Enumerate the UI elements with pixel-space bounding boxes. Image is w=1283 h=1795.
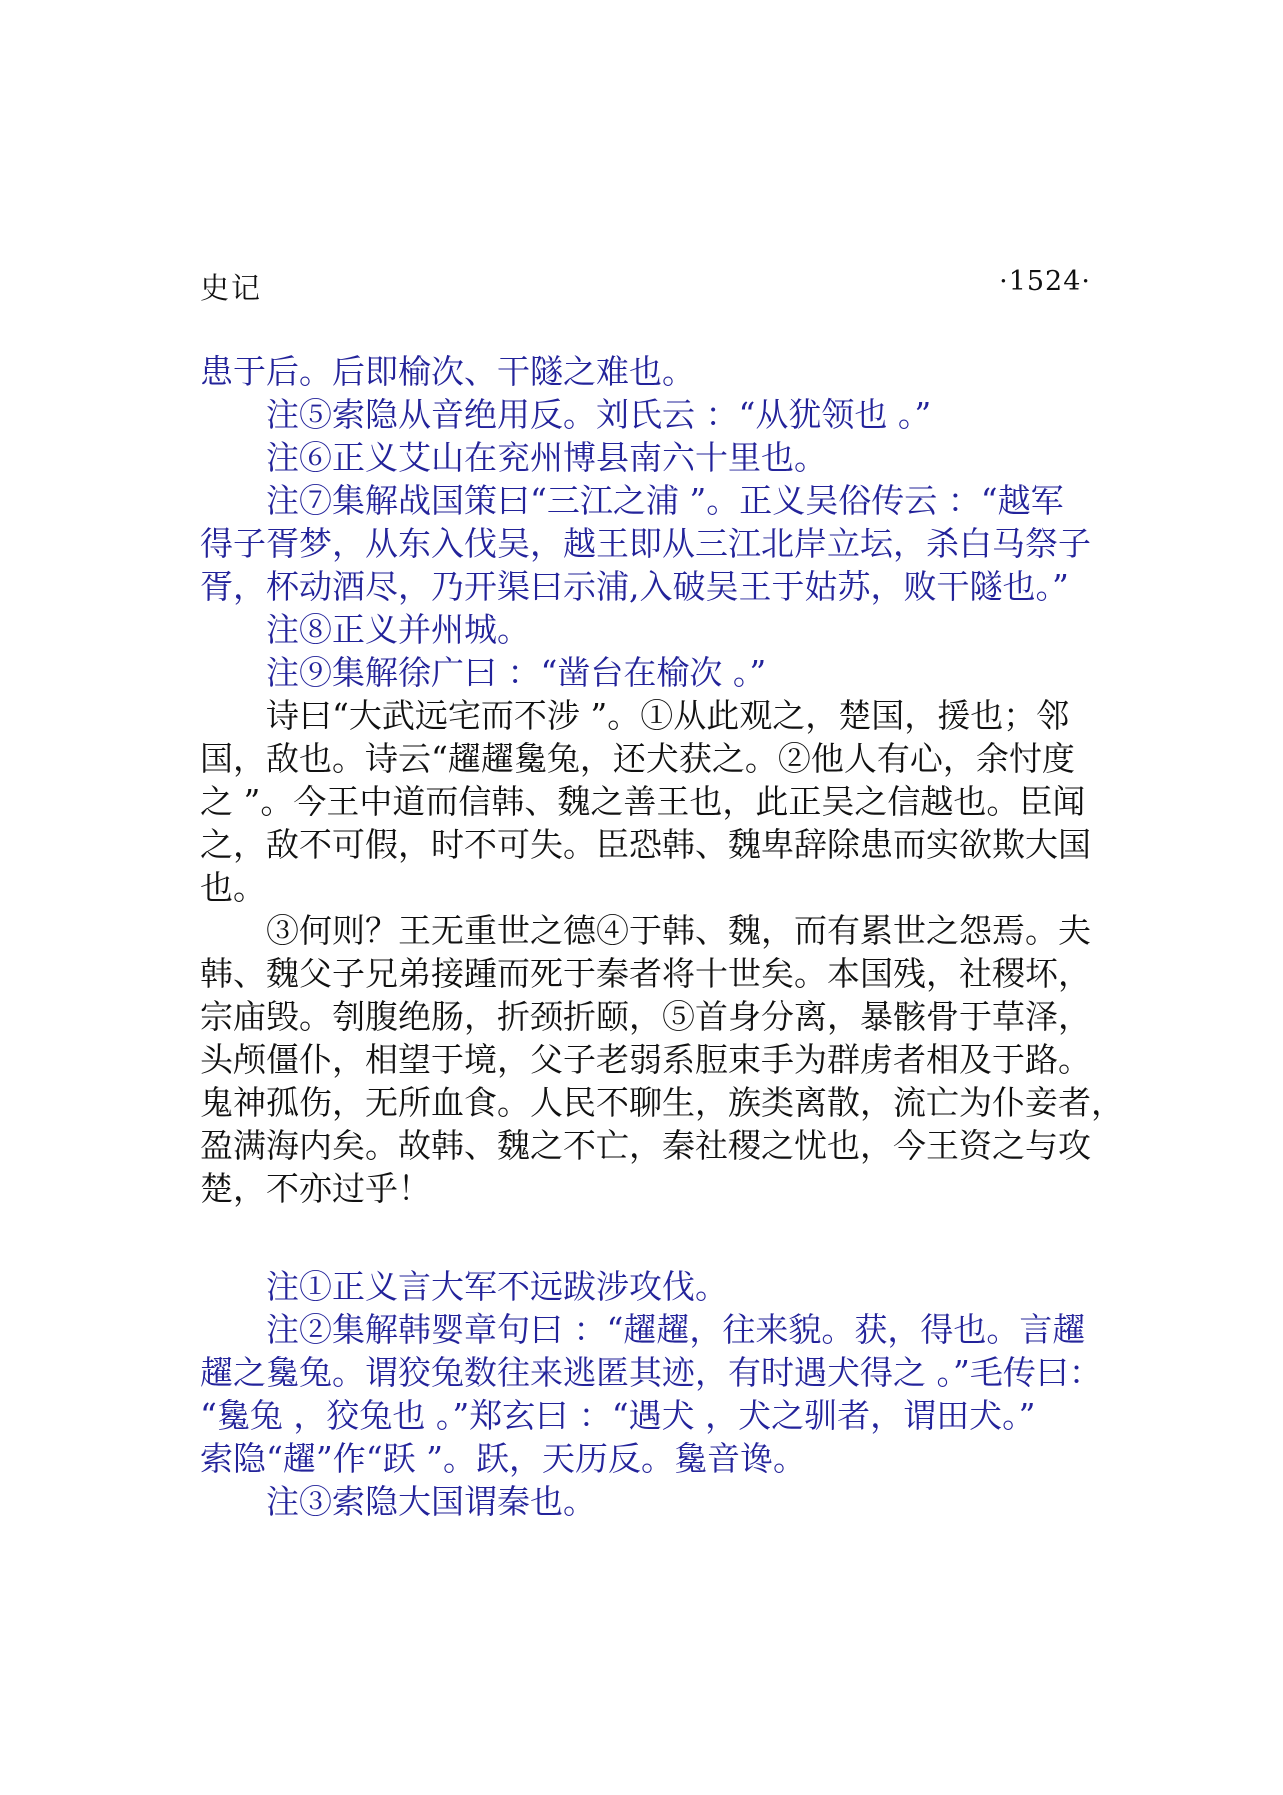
running-head-book-title: 史记 [200, 271, 263, 305]
page-number: ·1524· [999, 266, 1091, 297]
text-line: 国，敌也。诗云“趯趯毚兔，还犬获之。②他人有心，余忖度 [200, 739, 1075, 778]
annotation-line: 患于后。后即榆次、干隧之难也。 [200, 352, 695, 391]
paragraph-gap [200, 1210, 1090, 1265]
annotation-line: 注⑨集解徐广曰 ：“凿台在榆次 。” [266, 653, 767, 692]
annotation-line: 趯之毚兔。谓狡兔数往来逃匿其迹，有时遇犬得之 。”毛传曰： [200, 1353, 1102, 1392]
text-line: 也。 [200, 868, 266, 907]
annotation-paragraph [200, 608, 1090, 651]
text-line: 头颅僵仆，相望于境，父子老弱系脰束手为群虏者相及于路。 [200, 1040, 1091, 1079]
text-line: 之 ”。今王中道而信韩、魏之善王也，此正吴之信越也。臣闻 [200, 782, 1086, 821]
text-line: ③何则？王无重世之德④于韩、魏，而有累世之怨焉。夫 [266, 911, 1091, 950]
annotation-paragraph [200, 393, 1090, 436]
annotation-line: 注①正义言大军不远跋涉攻伐。 [266, 1267, 728, 1306]
text-line: 楚，不亦过乎！ [200, 1169, 431, 1208]
annotation-line: 胥，杯动酒尽，乃开渠曰示浦,入破吴王于姑苏，败干隧也。” [200, 567, 1069, 606]
annotation-paragraph [200, 1265, 1090, 1308]
annotation-paragraph [200, 479, 1090, 608]
annotation-paragraph [200, 350, 1090, 393]
text-line: 韩、魏父子兄弟接踵而死于秦者将十世矣。本国残，社稷坏， [200, 954, 1091, 993]
annotation-line: 得子胥梦，从东入伐吴，越王即从三江北岸立坛，杀白马祭子 [200, 524, 1091, 563]
annotation-paragraph [200, 1480, 1090, 1523]
annotation-paragraph [200, 1308, 1102, 1480]
annotation-paragraph [200, 436, 1090, 479]
text-line: 诗曰“大武远宅而不涉 ”。①从此观之，楚国，援也；邻 [266, 696, 1070, 735]
annotation-line: 注③索隐大国谓秦也。 [266, 1482, 596, 1521]
text-line: 鬼神孤伤，无所血食。人民不聊生，族类离散，流亡为仆妾者， [200, 1083, 1124, 1122]
annotation-paragraph [200, 651, 1090, 694]
text-line: 之，敌不可假，时不可失。臣恐韩、魏卑辞除患而实欲欺大国 [200, 825, 1091, 864]
annotation-line: 注⑦集解战国策曰“三江之浦 ”。正义吴俗传云 ：“越军 [266, 481, 1064, 520]
annotation-line: 注⑧正义并州城。 [266, 610, 530, 649]
main-text-paragraph [200, 694, 1090, 909]
text-line: 盈满海内矣。故韩、魏之不亡，秦社稷之忧也，今王资之与攻 [200, 1126, 1091, 1165]
main-text-paragraph [200, 909, 1124, 1210]
page-body [200, 350, 1124, 1523]
annotation-line: 索隐“趯”作“跃 ”。跃，天历反。毚音谗。 [200, 1439, 806, 1478]
annotation-line: 注⑥正义艾山在兖州博县南六十里也。 [266, 438, 827, 477]
annotation-line: 注⑤索隐从音绝用反。刘氏云 ：“从犹领也 。” [266, 395, 932, 434]
text-line: 宗庙毁。刳腹绝肠，折颈折颐，⑤首身分离，暴骸骨于草泽， [200, 997, 1091, 1036]
annotation-line: 注②集解韩婴章句曰 ：“趯趯，往来貌。获，得也。言趯 [266, 1310, 1086, 1349]
annotation-line: “毚兔 ，狡兔也 。”郑玄曰 ：“遇犬 ，犬之驯者，谓田犬。” [200, 1396, 1036, 1435]
